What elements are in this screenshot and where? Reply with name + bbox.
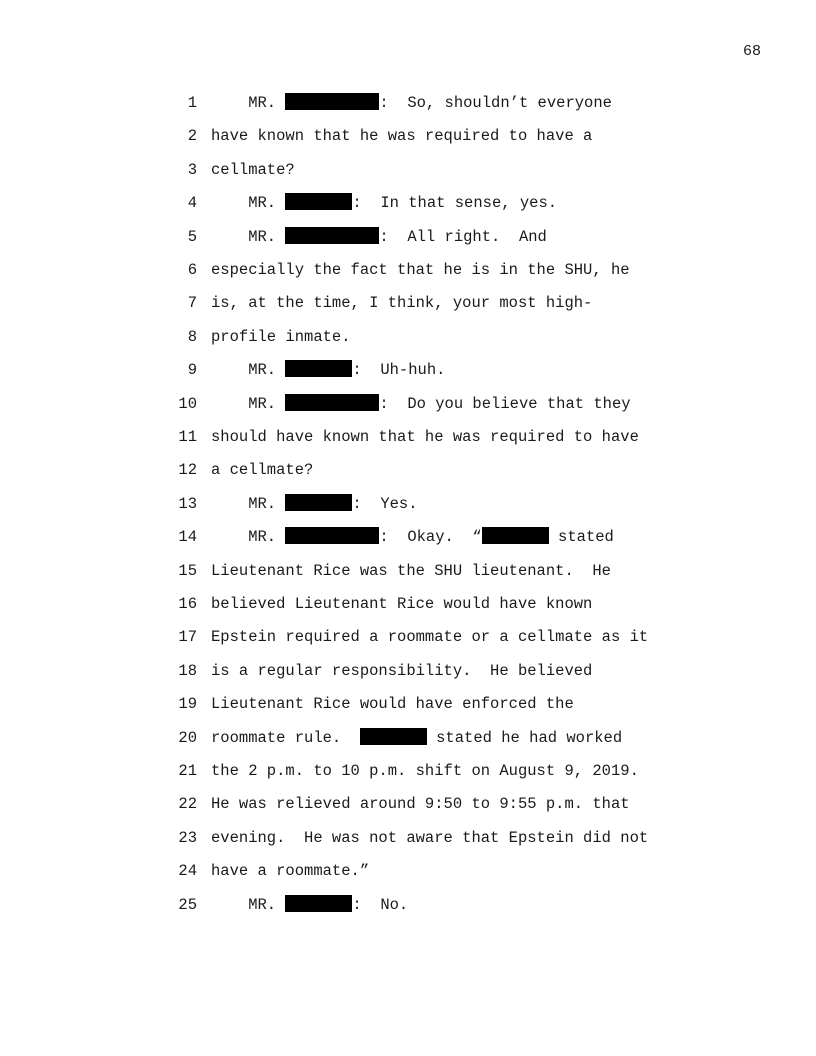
redaction-box	[360, 728, 427, 745]
line-number: 7	[187, 294, 197, 313]
line-number: 13	[178, 494, 197, 513]
line-number: 1	[187, 94, 197, 112]
line-number: 19	[178, 695, 197, 714]
text-segment: the 2 p.m. to 10 p.m. shift on August 9, 2019.	[211, 762, 639, 780]
transcript-line	[0, 693, 816, 715]
redaction-box	[285, 527, 379, 544]
line-number: 11	[178, 428, 197, 446]
transcript-line	[0, 259, 816, 281]
transcript-line	[0, 393, 816, 415]
text-segment: He was relieved around 9:50 to 9:55 p.m. that	[211, 795, 630, 814]
transcript-line	[0, 326, 816, 348]
line-number: 22	[178, 795, 197, 814]
text-segment: a cellmate?	[211, 461, 314, 480]
text-segment: : Do you believe that they	[379, 394, 631, 413]
redaction-box	[285, 93, 379, 110]
redaction-box	[285, 494, 352, 511]
line-text	[211, 92, 612, 114]
transcript-line	[0, 359, 816, 381]
transcript-line	[0, 526, 816, 548]
transcript-line	[0, 493, 816, 515]
text-segment: MR.	[211, 361, 286, 380]
line-text	[211, 125, 592, 147]
line-text	[211, 393, 631, 415]
line-text	[211, 560, 611, 582]
line-number: 17	[178, 628, 197, 647]
line-number: 24	[178, 862, 197, 881]
transcript-line	[0, 894, 816, 916]
line-text	[211, 727, 622, 749]
line-text	[211, 593, 592, 615]
text-segment: have a roommate.”	[211, 862, 370, 881]
line-text	[211, 192, 557, 214]
text-segment: : No.	[352, 895, 409, 914]
text-segment: roommate rule.	[211, 728, 360, 747]
redaction-box	[482, 527, 549, 544]
line-number: 2	[187, 127, 197, 146]
line-text	[211, 793, 630, 815]
line-text	[211, 693, 574, 715]
line-number: 3	[187, 160, 197, 179]
line-number: 10	[178, 394, 197, 413]
line-text	[211, 359, 445, 381]
transcript-line	[0, 727, 816, 749]
page-number: 68	[742, 43, 761, 60]
line-number: 20	[178, 728, 197, 747]
transcript-line	[0, 426, 816, 448]
text-segment: : In that sense, yes.	[352, 194, 558, 213]
line-text	[211, 459, 313, 481]
transcript-line	[0, 660, 816, 682]
line-text	[211, 326, 351, 348]
transcript-line	[0, 226, 816, 248]
transcript-line	[0, 159, 816, 181]
line-text	[211, 626, 648, 648]
line-number: 4	[187, 194, 197, 213]
text-segment: : So, shouldn’t everyone	[379, 94, 612, 112]
line-number: 12	[178, 461, 197, 480]
line-text	[211, 660, 592, 682]
transcript-line	[0, 827, 816, 849]
text-segment: have known that he was required to have a	[211, 127, 593, 146]
transcript-line	[0, 192, 816, 214]
transcript-line	[0, 860, 816, 882]
line-number: 15	[178, 561, 197, 580]
text-segment: MR.	[211, 94, 286, 112]
line-number: 8	[187, 327, 197, 346]
line-text	[211, 159, 295, 181]
transcript-line	[0, 125, 816, 147]
line-text	[211, 860, 369, 882]
text-segment: Lieutenant Rice would have enforced the	[211, 695, 574, 714]
text-segment: believed Lieutenant Rice would have known	[211, 595, 593, 613]
transcript-line	[0, 626, 816, 648]
text-segment: MR.	[211, 227, 286, 246]
line-number: 14	[178, 528, 197, 547]
line-number: 18	[178, 661, 197, 680]
transcript-line	[0, 292, 816, 314]
text-segment: : Yes.	[352, 494, 418, 513]
text-segment: cellmate?	[211, 160, 295, 179]
text-segment: : Uh-huh.	[352, 361, 446, 380]
text-segment: profile inmate.	[211, 327, 351, 346]
transcript-line	[0, 593, 816, 615]
line-number: 5	[187, 227, 197, 246]
redaction-box	[285, 360, 352, 377]
text-segment: is a regular responsibility. He believed	[211, 661, 593, 680]
text-segment: is, at the time, I think, your most high-	[211, 294, 593, 313]
line-text	[211, 493, 418, 515]
redaction-box	[285, 193, 352, 210]
text-segment: especially the fact that he is in the SHU, he	[211, 261, 630, 279]
redaction-box	[285, 895, 352, 912]
line-text	[211, 894, 408, 916]
text-segment: MR.	[211, 494, 286, 513]
line-text	[211, 827, 648, 849]
redaction-box	[285, 394, 379, 411]
line-number: 6	[187, 261, 197, 279]
line-text	[211, 526, 614, 548]
transcript-line	[0, 459, 816, 481]
transcript-line	[0, 560, 816, 582]
text-segment: stated	[548, 528, 614, 547]
line-number: 25	[178, 895, 197, 914]
text-segment: Epstein required a roommate or a cellmate as it	[211, 628, 649, 647]
line-number: 21	[178, 762, 197, 780]
transcript-line	[0, 92, 816, 114]
text-segment: should have known that he was required to have	[211, 428, 639, 446]
transcript-line	[0, 793, 816, 815]
text-segment: MR.	[211, 194, 286, 213]
text-segment: MR.	[211, 394, 286, 413]
transcript-line	[0, 760, 816, 782]
line-text	[211, 292, 592, 314]
text-segment: : All right. And	[379, 227, 547, 246]
text-segment: : Okay. “	[379, 528, 482, 547]
line-text	[211, 426, 639, 448]
line-text	[211, 760, 639, 782]
line-number: 9	[187, 361, 197, 380]
redaction-box	[285, 227, 379, 244]
text-segment: MR.	[211, 895, 286, 914]
text-segment: Lieutenant Rice was the SHU lieutenant. He	[211, 561, 611, 580]
text-segment: evening. He was not aware that Epstein did not	[211, 828, 649, 847]
line-text	[211, 226, 547, 248]
line-number: 16	[178, 595, 197, 613]
text-segment: stated he had worked	[426, 728, 623, 747]
text-segment: MR.	[211, 528, 286, 547]
line-text	[211, 259, 630, 281]
line-number: 23	[178, 828, 197, 847]
